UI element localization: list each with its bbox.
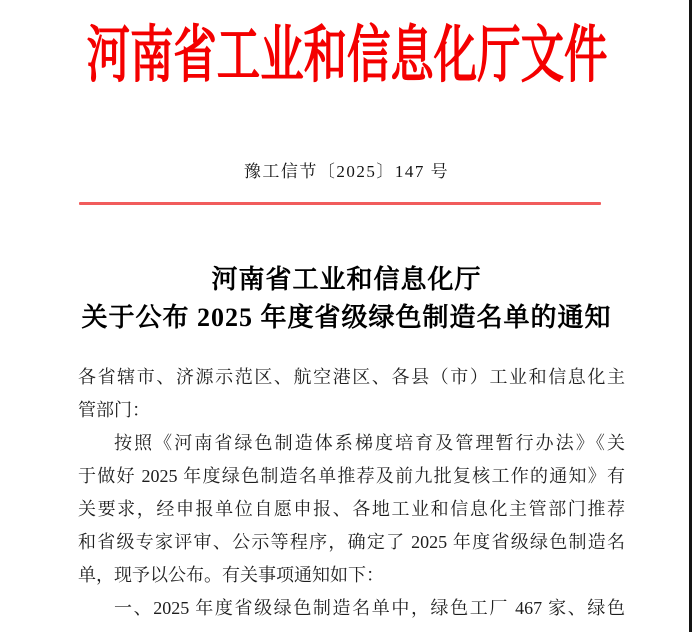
body-line: 各省辖市、济源示范区、航空港区、各县（市）工业和信息化主 (78, 367, 625, 387)
body-line: 关要求，经申报单位自愿申报、各地工业和信息化主管部门推荐 (78, 499, 625, 519)
document-header-title: 河南省工业和信息化厅文件 (86, 22, 607, 90)
document-number: 豫工信节〔2025〕147 号 (243, 162, 450, 181)
body-line: 和省级专家评审、公示等程序，确定了 2025 年度省级绿色制造名 (78, 532, 625, 552)
notice-title (0, 261, 693, 337)
document-red-header (0, 14, 693, 98)
red-divider-line (79, 202, 601, 205)
document-body (0, 361, 693, 625)
window-right-border (689, 0, 692, 632)
notice-title-line1: 河南省工业和信息化厅 (211, 265, 482, 294)
body-line: 单，现予以公布。有关事项通知如下： (78, 565, 384, 585)
body-line: 按照《河南省绿色制造体系梯度培育及管理暂行办法》《关 (114, 433, 625, 453)
notice-title-line2: 关于公布 2025 年度省级绿色制造名单的通知 (81, 303, 612, 332)
body-line: 管部门： (78, 400, 150, 420)
body-line: 一、2025 年度省级绿色制造名单中，绿色工厂 467 家、绿色 (114, 598, 625, 618)
body-line: 于做好 2025 年度绿色制造名单推荐及前九批复核工作的通知》有 (78, 466, 625, 486)
